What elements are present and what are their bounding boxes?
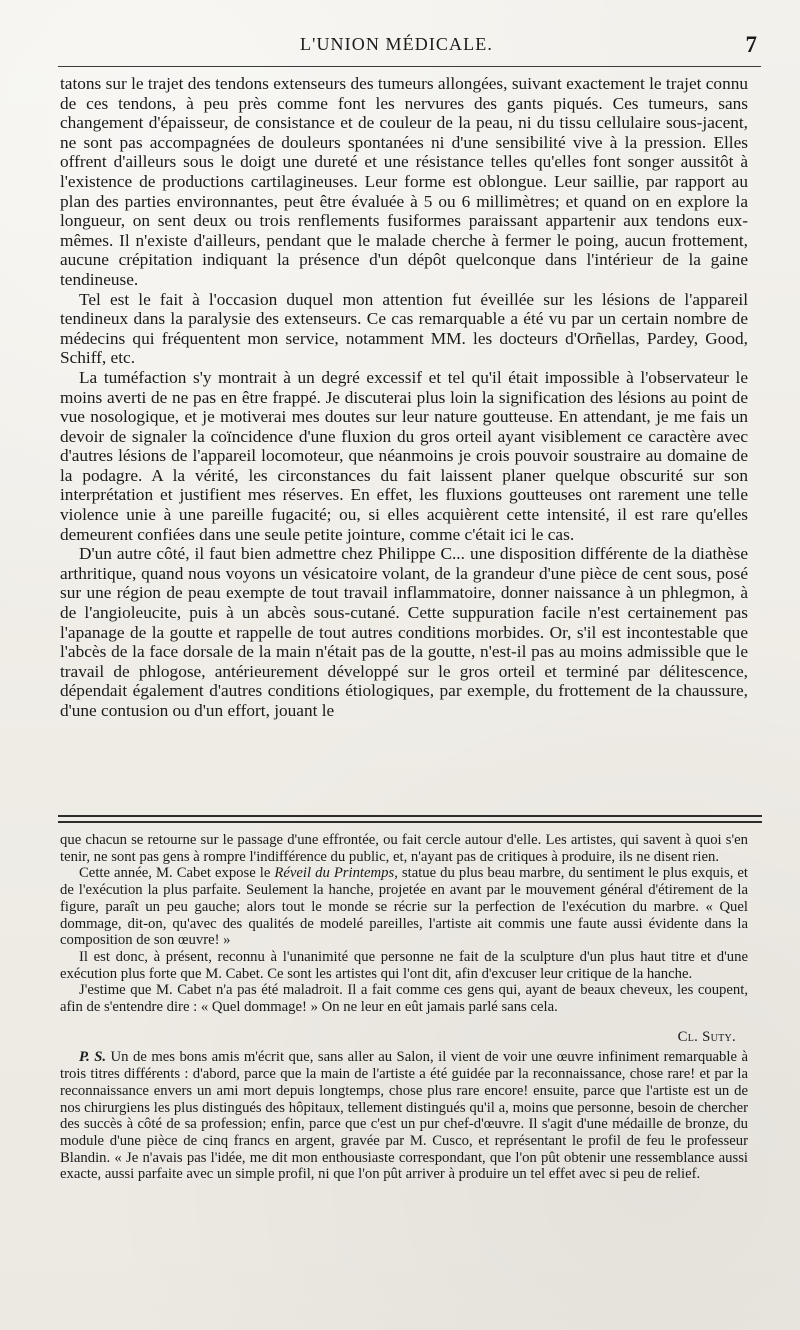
postscript-label: P. S. bbox=[79, 1049, 107, 1066]
article-paragraph: Tel est le fait à l'occasion duquel mon attention fut éveillée sur les lésions de l'appareil tendineux dans la paralysie des extenseurs. Ce cas remarquable a été vu par un certain nombre de médecins qui fréquentent mon service, notamment MM. les docteurs d'Orñellas, Pardey, Good, Schiff, etc. bbox=[60, 289, 748, 368]
feuilleton-paragraph bbox=[60, 865, 748, 949]
article-paragraph: D'un autre côté, il faut bien admettre chez Philippe C... une disposition différente de la diathèse arthritique, quand nous voyons un vésicatoire volant, de la grandeur d'une pièce de cent sous, posé sur une région de peau exempte de tout travail inflammatoire, donner naissance à un phlegmon, à de l'angioleucite, puis à un abcès sous-cutané. Cette suppuration facile n'est certainement pas l'apanage de la goutte et rappelle de tout autres conditions morbides. Or, s'il est incontestable que l'abcès de la face dorsale de la main n'était pas de la goutte, n'est-il pas au moins admissible que le travail de phlogose, antérieurement développé sur le gros orteil et terminé par délitescence, dépendait également d'autres conditions étiologiques, par exemple, du frottement de la chaussure, d'une contusion ou d'un effort, jouant le bbox=[60, 544, 748, 720]
feuilleton-text: Cette année, M. Cabet expose le bbox=[79, 865, 275, 882]
postscript-paragraph bbox=[60, 1049, 748, 1183]
feuilleton-section bbox=[60, 832, 748, 1183]
journal-title: L'UNION MÉDICALE. bbox=[300, 34, 493, 54]
feuilleton-paragraph: que chacun se retourne sur le passage d'une effrontée, ou fait cercle autour d'elle. Les artistes, qui savent à quoi s'en tenir, ne sont pas gens à rompre l'indifférence du public, et, n'ayant pas de critiques à produire, ils ne disent rien. bbox=[60, 832, 748, 865]
article-body bbox=[60, 74, 748, 721]
article-paragraph: La tuméfaction s'y montrait à un degré excessif et tel qu'il était impossible à l'observateur le moins averti de ne pas en être frappé. Je discuterai plus loin la signification des lésions au point de vue nosologique, et je motiverai mes doutes sur leur nature goutteuse. En attendant, je me fais un devoir de signaler la coïncidence d'une fluxion du gros orteil ayant visiblement ce caractère avec d'autres lésions de l'appareil locomoteur, que néanmoins je crois pouvoir soustraire au domaine de la podagre. A la vérité, les circonstances du fait laissent planer quelque obscurité sur son interprétation et justifient mes réserves. En effet, les fluxions goutteuses ont rarement une telle violence unie à une pareille fugacité; ou, si elles acquièrent cette intensité, il est rare qu'elles demeurent confiées dans une seule petite jointure, comme c'était ici le cas. bbox=[60, 367, 748, 544]
feuilleton-paragraph: J'estime que M. Cabet n'a pas été maladroit. Il a fait comme ces gens qui, ayant de beaux cheveux, les coupent, afin de s'entendre dire : « Quel dommage! » On ne leur en eût jamais parlé sans cela. bbox=[60, 982, 748, 1016]
page-header bbox=[0, 28, 800, 64]
artwork-title: Réveil du Printemps, bbox=[274, 865, 398, 882]
author-signature: Cl. Suty. bbox=[677, 1028, 736, 1045]
feuilleton-separator bbox=[58, 815, 762, 823]
header-rule bbox=[58, 66, 761, 67]
feuilleton-text: statue du plus beau marbre, du sentiment le plus exquis, et de l'exécution la plus parfaite. Seulement la hanche, projetée en avant par le mouvement général d'étirement de la figure, paraît un peu gauche; alors tout le monde se récrie sur la perfection de l'exécution du marbre. « Quel dommage, dit-on, qu'avec des qualités de modelé pareilles, l'artiste ait commis une faute aussi évidente dans la composition de son œuvre! » bbox=[60, 865, 748, 949]
page-number: 7 bbox=[745, 32, 757, 57]
feuilleton-paragraph: Il est donc, à présent, reconnu à l'unanimité que personne ne fait de la sculpture d'un plus haut titre et d'une exécution plus forte que M. Cabet. Ce sont les artistes qui l'ont dit, afin d'excuser leur critique de la hanche. bbox=[60, 948, 748, 982]
postscript-text: Un de mes bons amis m'écrit que, sans aller au Salon, il vient de voir une œuvre infiniment remarquable à trois titres différents : d'abord, parce que la main de l'artiste a été guidée par la reconnaissance, chose rare! et par la reconnaissance envers un ami mort depuis longtemps, chose plus rare encore! ensuite, parce que l'artiste est un de nos chirurgiens les plus distingués des hôpitaux, tellement distingués qu'il a, moins que personne, besoin de chercher des succès à côté de sa profession; enfin, parce que c'est un pur chef-d'œuvre. Il s'agit d'une médaille de bronze, du module d'une pièce de cinq francs en argent, gravée par M. Cusco, et représentant le profil de feu le professeur Blandin. « Je n'avais pas l'idée, me dit mon enthousiaste correspondant, que l'on pût obtenir une ressemblance aussi exacte, aussi parfaite avec un simple profil, ni que l'on pût arriver à produire un tel effet avec si peu de relief. bbox=[60, 1049, 748, 1183]
article-paragraph: tatons sur le trajet des tendons extenseurs des tumeurs allongées, suivant exactement le trajet connu de ces tendons, à peu près comme font les nervures des gants piqués. Ces tumeurs, sans changement d'épaisseur, de consistance et de couleur de la peau, ni du tissu cellulaire sous-jacent, ne sont pas accompagnées de douleurs spontanées ni d'une sensibilité vive à la pression. Elles offrent d'ailleurs sous le doigt une dureté et une résistance telles qu'elles font songer aussitôt à l'existence de productions cartilagineuses. Leur forme est oblongue. Leur saillie, par rapport au plan des parties environnantes, peut être évaluée à 5 ou 6 millimètres; et quand on en explore la longueur, on sent deux ou trois renflements fusiformes paraissant appartenir aux tendons eux-mêmes. Il n'existe d'ailleurs, pendant que le malade cherche à fermer le poing, aucun frottement, aucune crépitation indiquant la présence d'un dépôt quelconque dans l'intérieur de la gaine tendineuse. bbox=[60, 74, 748, 289]
